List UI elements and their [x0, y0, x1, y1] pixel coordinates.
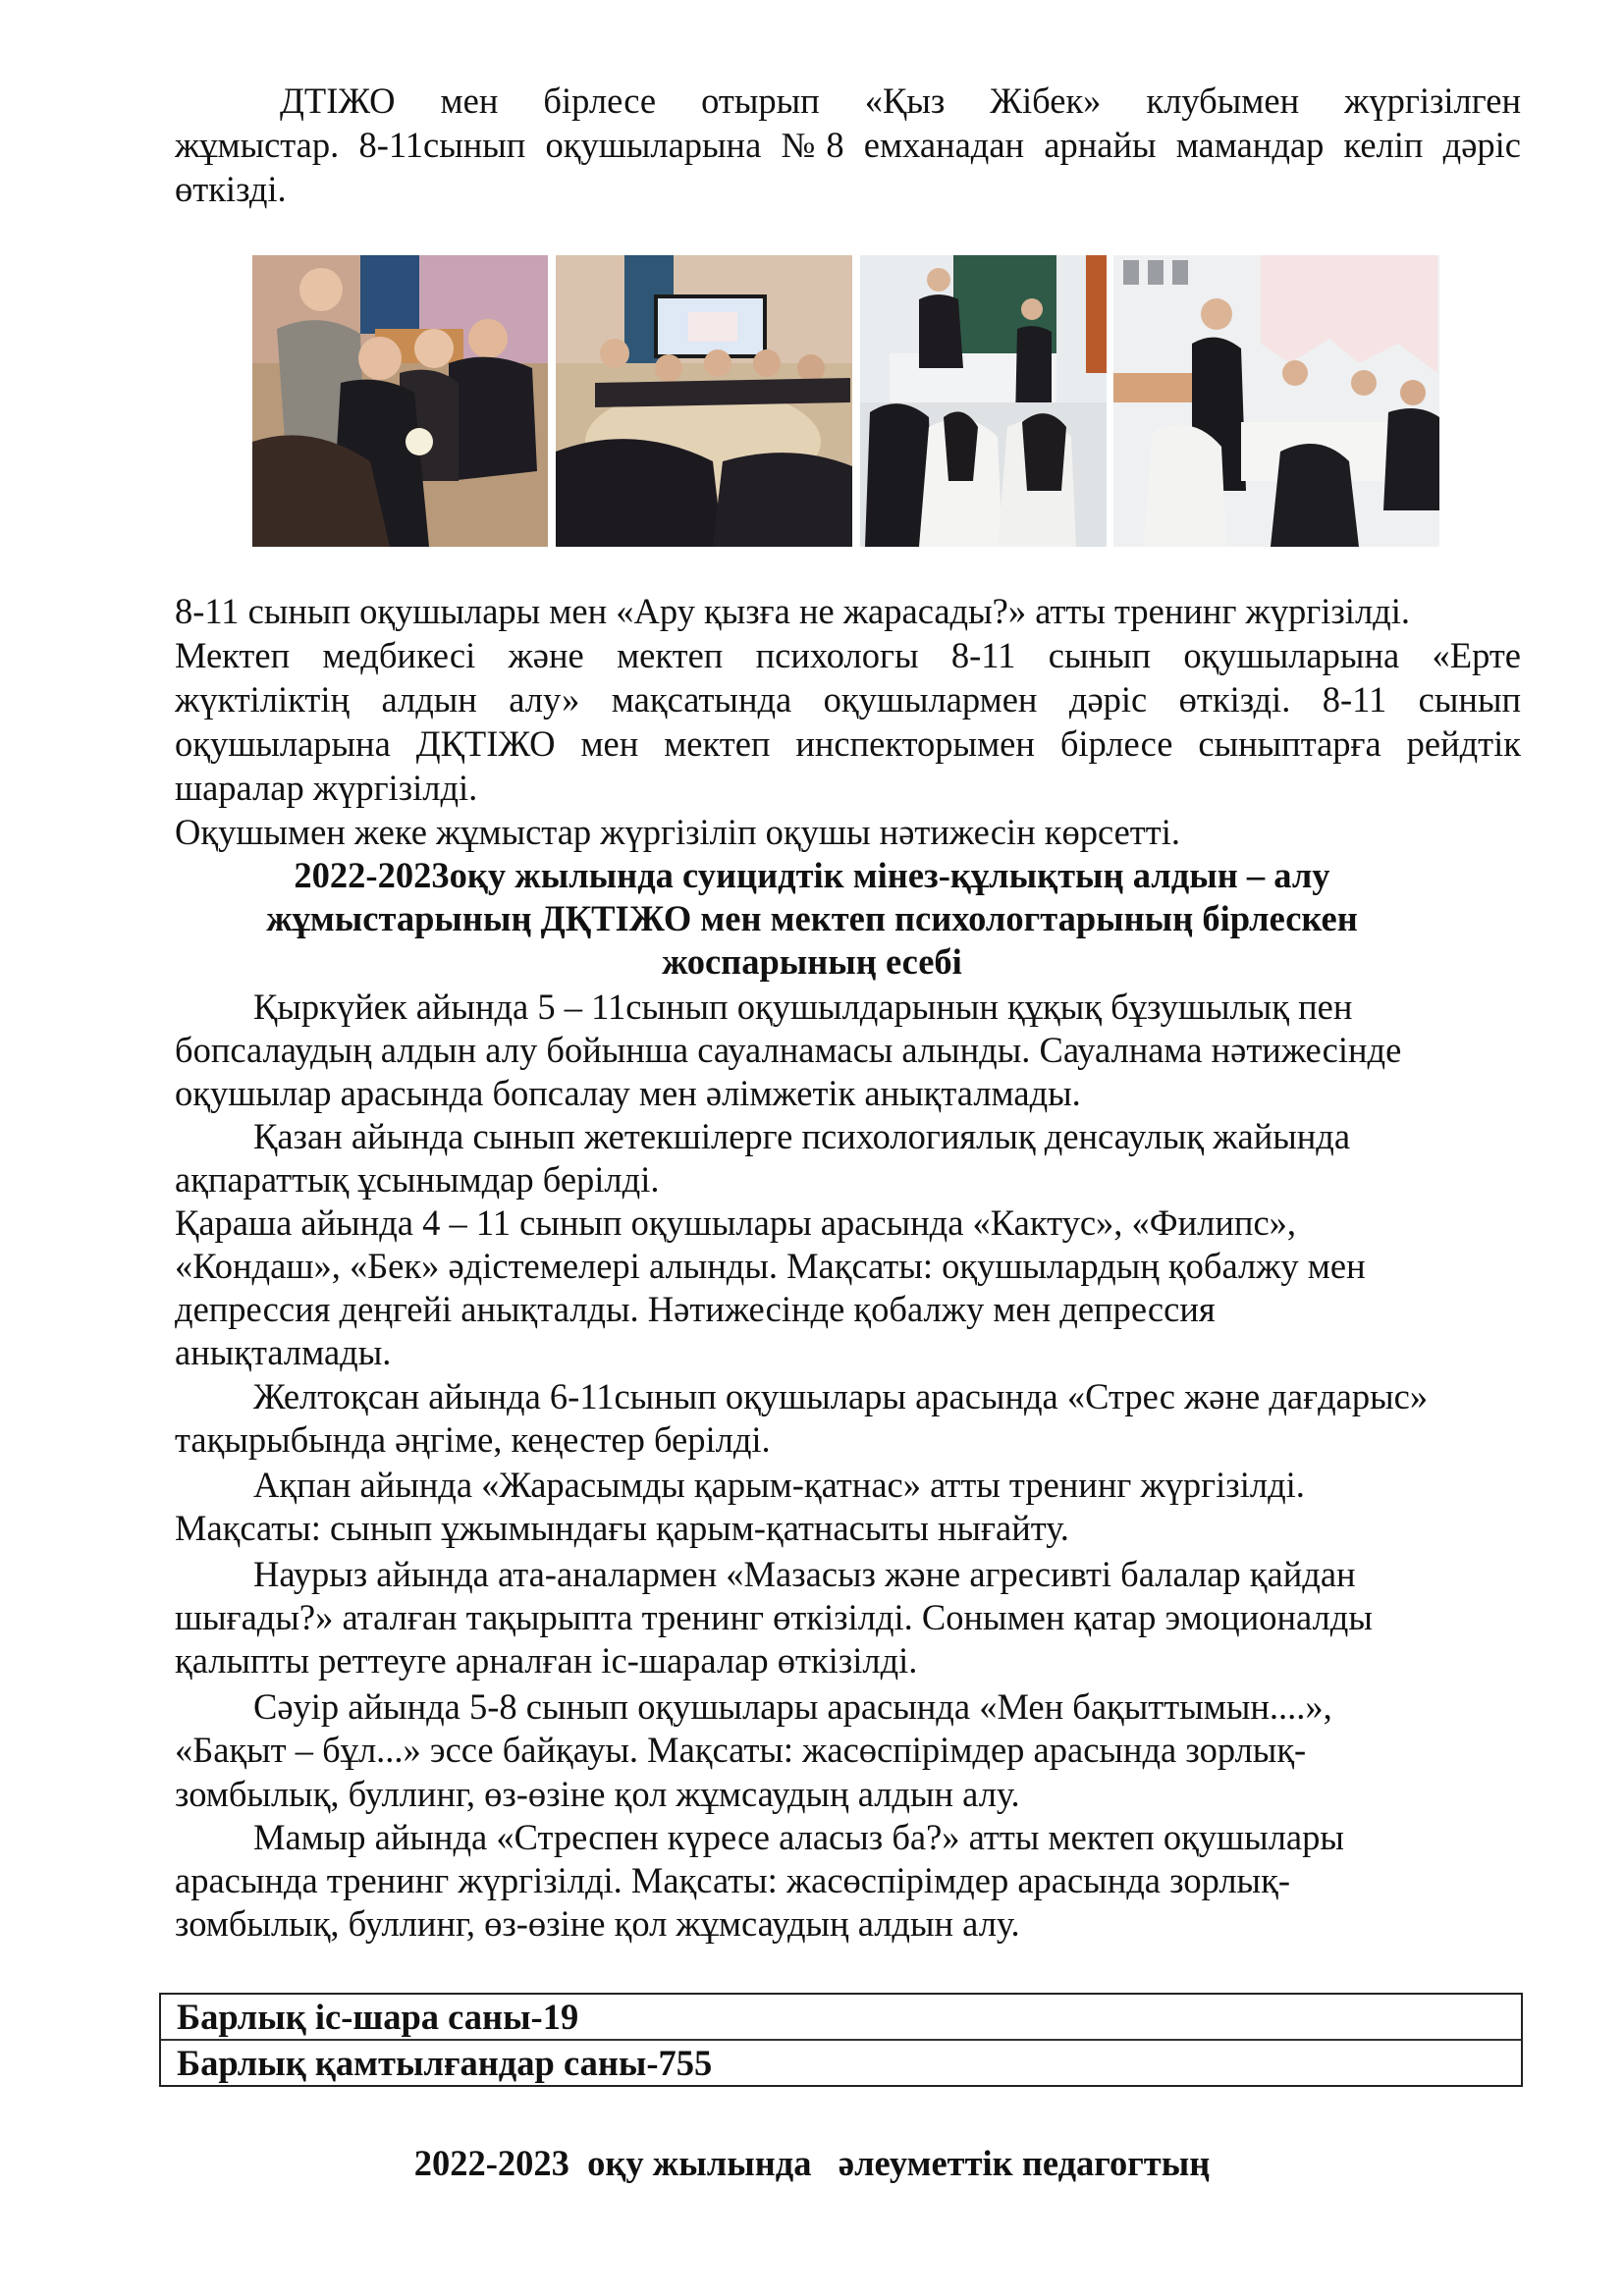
paragraph-line: арасында тренинг жүргізілді. Мақсаты: жасөспірімдер арасында зорлық-: [175, 1860, 1290, 1900]
footer-heading: 2022-2023 оқу жылында әлеуметтік педагогтың: [413, 2143, 1211, 2183]
paragraph-line: 8-11 сынып оқушылары мен «Ару қызға не жарасады?» атты тренинг жүргізілді.: [175, 591, 1411, 631]
photo-classroom-blackboard: [860, 255, 1107, 547]
photo-students-round-table-screen: [556, 255, 852, 547]
paragraph-line: Мектеп медбикесі және мектеп психологы 8-11 сынып оқушыларына «Ерте: [175, 635, 1521, 675]
paragraph-line: бопсалаудың алдын алу бойынша сауалнамасы алынды. Сауалнама нәтижесінде: [175, 1030, 1402, 1070]
paragraph-line: тақырыбында әңгіме, кеңестер берілді.: [175, 1419, 771, 1460]
paragraph-line: «Кондаш», «Бек» әдістемелері алынды. Мақсаты: оқушылардың қобалжу мен: [175, 1246, 1366, 1286]
summary-table: [159, 1993, 1523, 2087]
summary-row-events-count: Барлық іс-шара саны-19: [177, 1997, 579, 2037]
paragraph-line: жүктіліктің алдын алу» мақсатында оқушылармен дәріс өткізді. 8-11 сынып: [175, 679, 1521, 720]
paragraph-line: шығады?» аталған тақырыпта тренинг өткізілді. Сонымен қатар эмоционалды: [175, 1597, 1373, 1637]
paragraph-line: Желтоқсан айында 6-11сынып оқушылары арасында «Стрес және дағдарыс»: [253, 1376, 1429, 1416]
paragraph-line: зомбылық, буллинг, өз-өзіне қол жұмсаудың алдын алу.: [175, 1774, 1020, 1814]
paragraph-line: оқушыларына ДҚТІЖО мен мектеп инспекторымен бірлесе сыныптарға рейдтік: [175, 723, 1521, 764]
paragraph-line: ДТІЖО мен бірлесе отырып «Қыз Жібек» клубымен жүргізілген: [280, 80, 1521, 121]
paragraph-line: ақпараттық ұсынымдар берілді.: [175, 1159, 660, 1200]
paragraph-line: өткізді.: [175, 169, 287, 209]
paragraph-line: оқушылар арасында бопсалау мен әлімжетік анықталмады.: [175, 1073, 1081, 1113]
paragraph-line: депрессия деңгейі анықталды. Нәтижесінде қобалжу мен депрессия: [175, 1289, 1216, 1329]
heading-line: жұмыстарының ДҚТІЖО мен мектеп психологтарының бірлескен: [266, 898, 1358, 938]
paragraph-line: Қазан айында сынып жетекшілерге психологиялық денсаулық жайында: [253, 1116, 1351, 1156]
paragraph-line: Наурыз айында ата-аналармен «Мазасыз және агресивті балалар қайдан: [253, 1554, 1356, 1594]
paragraph-line: Қараша айында 4 – 11 сынып оқушылары арасында «Кактус», «Филипс»,: [175, 1202, 1297, 1243]
paragraph-line: шаралар жүргізілді.: [175, 768, 478, 808]
paragraph-line: «Бақыт – бұл...» эссе байқауы. Мақсаты: жасөспірімдер арасында зорлық-: [175, 1730, 1307, 1770]
heading-line: жоспарының есебі: [662, 941, 962, 982]
paragraph-line: қалыпты реттеуге арналған іс-шаралар өткізілді.: [175, 1640, 918, 1681]
paragraph-line: Мақсаты: сынып ұжымындағы қарым-қатнасыты нығайту.: [175, 1508, 1069, 1548]
photo-classroom-discussion: [1113, 255, 1439, 547]
paragraph-line: жұмыстар. 8-11сынып оқушыларына №8 емханадан арнайы мамандар келіп дәріс: [175, 125, 1521, 165]
heading-line: 2022-2023оқу жылында суицидтік мінез-құлықтың алдын – алу: [294, 855, 1330, 895]
paragraph-line: Қыркүйек айында 5 – 11сынып оқушылдарынын құқық бұзушылық пен: [253, 987, 1353, 1027]
paragraph-line: анықталмады.: [175, 1332, 392, 1372]
paragraph-line: зомбылық, буллинг, өз-өзіне қол жұмсаудың алдын алу.: [175, 1903, 1020, 1944]
summary-row-participants-count: Барлық қамтылғандар саны-755: [161, 2039, 1521, 2085]
paragraph-line: Оқушымен жеке жұмыстар жүргізіліп оқушы нәтижесін көрсетті.: [175, 812, 1180, 852]
paragraph-line: Мамыр айында «Стреспен күресе аласыз ба?» атты мектеп оқушылары: [253, 1817, 1344, 1857]
photo-teacher-with-students-candle: [252, 255, 548, 547]
paragraph-line: Сәуір айында 5-8 сынып оқушылары арасында «Мен бақыттымын....»,: [253, 1686, 1332, 1727]
paragraph-line: Ақпан айында «Жарасымды қарым-қатнас» атты тренинг жүргізілді.: [253, 1465, 1305, 1505]
